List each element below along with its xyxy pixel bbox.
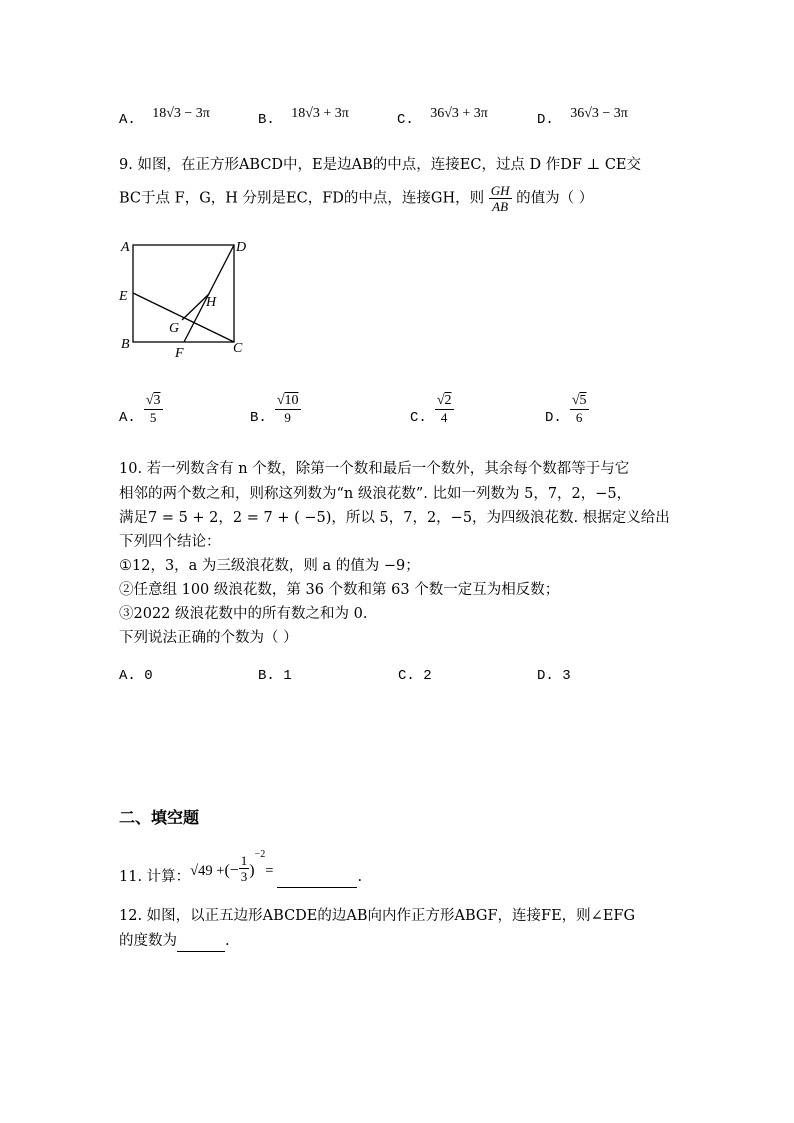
q9-option-b-letter: B. xyxy=(250,410,267,426)
q10-option-d-letter: D. xyxy=(537,668,554,684)
q10-line3: 满足7 = 5 + 2，2 = 7 + ( −5)，所以 5，7，2，−5，为四级浪花数. 根据定义给出 xyxy=(119,510,670,526)
q8-option-d-letter: D. xyxy=(537,112,554,128)
label-f: F xyxy=(175,346,184,361)
q9-ratio-denominator: AB xyxy=(492,199,509,214)
q11-sqrt-term: √49 + xyxy=(190,863,225,879)
q9-line2-a: BC于点 F，G，H 分别是EC，FD的中点，连接GH，则 xyxy=(119,190,485,207)
segment-ec xyxy=(133,293,234,342)
q9-line2 xyxy=(119,184,593,213)
q9-option-d-letter: D. xyxy=(545,410,562,426)
q8-option-d xyxy=(537,106,628,128)
q8-option-c-letter: C. xyxy=(397,112,414,128)
q12-line2 xyxy=(119,930,230,952)
q9-line2-b: 的值为（ ） xyxy=(516,190,594,207)
q8-option-a-letter: A. xyxy=(119,112,136,128)
q8-option-b-letter: B. xyxy=(258,112,275,128)
q11-frac-numerator: 1 xyxy=(240,853,248,868)
q9-option-a-denominator: 5 xyxy=(149,410,157,425)
q12-line2-b: . xyxy=(225,933,230,949)
q10-option-d-text: 3 xyxy=(562,668,571,684)
q11-line xyxy=(119,849,363,888)
q12-answer-blank[interactable] xyxy=(177,933,225,952)
label-g: G xyxy=(169,321,180,336)
q8-option-a xyxy=(119,106,210,128)
q9-option-b-value: $\frac{√10}{9}$ xyxy=(276,393,299,425)
label-h: H xyxy=(206,295,217,310)
q10-statement-3: ③2022 级浪花数中的所有数之和为 0. xyxy=(119,606,368,622)
label-b: B xyxy=(121,337,130,352)
q11-fraction xyxy=(239,854,250,883)
q10-statement-2: ②任意组 100 级浪花数，第 36 个数和第 63 个数一定互为相反数； xyxy=(119,582,560,598)
q11-open-paren: (− xyxy=(224,862,239,879)
q10-option-a-text: 0 xyxy=(144,668,153,684)
q11-exponent: −2 xyxy=(254,849,266,860)
q11-suffix: . xyxy=(357,869,363,885)
q9-option-d-value: $\frac{√5}{6}$ xyxy=(571,393,587,425)
q11-answer-blank[interactable] xyxy=(277,869,357,888)
q9-line1: 9. 如图，在正方形ABCD中，E是边AB的中点，连接EC，过点 D 作DF ⊥ CE交 xyxy=(119,157,642,173)
q8-option-d-expr: 36√3 − 3π xyxy=(570,106,628,121)
q9-option-d xyxy=(545,394,589,424)
q12-line2-a: 的度数为 xyxy=(119,933,177,949)
q12-line1: 12. 如图，以正五边形ABCDE的边AB向内作正方形ABGF，连接FE，则∠EFG xyxy=(119,908,636,924)
q10-option-d xyxy=(537,668,571,684)
q9-ratio-fraction xyxy=(489,184,512,213)
q10-option-b-text: 1 xyxy=(283,668,292,684)
q9-option-d-denominator: 6 xyxy=(575,410,583,425)
q11-frac-denominator: 3 xyxy=(240,869,248,884)
q10-option-c-letter: C. xyxy=(398,668,415,684)
q8-option-c-expr: 36√3 + 3π xyxy=(430,106,488,121)
q10-option-b-letter: B. xyxy=(258,668,275,684)
q9-option-c xyxy=(410,394,454,424)
section-heading-fill-in: 二、填空题 xyxy=(119,808,200,827)
square-abcd xyxy=(133,245,234,342)
q8-option-a-expr: 18√3 − 3π xyxy=(152,106,210,121)
q10-line2: 相邻的两个数之和，则称这列数为“n 级浪花数”. 比如一列数为 5，7，2，−5， xyxy=(119,486,632,502)
q9-ratio-numerator: GH xyxy=(490,183,510,198)
q9-option-a-radicand: 3 xyxy=(153,393,161,408)
q9-option-c-letter: C. xyxy=(410,410,427,426)
segment-gh xyxy=(182,294,209,320)
q10-statement-1: ①12，3，a 为三级浪花数，则 a 的值为 −9； xyxy=(119,558,420,574)
q9-option-c-value: $\frac{√2}{4}$ xyxy=(436,393,452,425)
q9-option-b xyxy=(250,394,301,424)
q10-option-c-text: 2 xyxy=(423,668,432,684)
q10-line4: 下列四个结论： xyxy=(119,534,221,550)
q8-option-c xyxy=(397,106,488,128)
q9-option-c-denominator: 4 xyxy=(440,410,448,425)
segment-df xyxy=(184,245,234,342)
q8-option-b xyxy=(258,106,349,128)
q9-option-b-denominator: 9 xyxy=(284,410,291,425)
q10-option-a-letter: A. xyxy=(119,668,136,684)
q11-prefix: 11. 计算： xyxy=(119,869,191,885)
q11-close-paren: ) xyxy=(249,862,255,879)
q9-option-a-letter: A. xyxy=(119,410,136,426)
q9-option-b-radicand: 10 xyxy=(284,393,299,408)
q10-option-b xyxy=(258,668,292,684)
label-a: A xyxy=(121,240,130,255)
q10-line1: 10. 若一列数含有 n 个数，除第一个数和最后一个数外，其余每个数都等于与它 xyxy=(119,461,630,477)
q9-option-c-radicand: 2 xyxy=(444,393,452,408)
q9-option-a xyxy=(119,394,163,424)
q10-option-a xyxy=(119,668,153,684)
label-c: C xyxy=(233,341,243,356)
q10-option-c xyxy=(398,668,432,684)
q9-option-a-value: $\frac{√3}{5}$ xyxy=(145,393,161,425)
label-d: D xyxy=(236,240,247,255)
q9-option-d-radicand: 5 xyxy=(579,393,587,408)
q11-equals: = xyxy=(265,863,274,879)
q9-square-diagram xyxy=(112,234,252,364)
q8-option-b-expr: 18√3 + 3π xyxy=(291,106,349,121)
label-e: E xyxy=(119,289,128,304)
q10-question: 下列说法正确的个数为（ ） xyxy=(119,630,298,646)
